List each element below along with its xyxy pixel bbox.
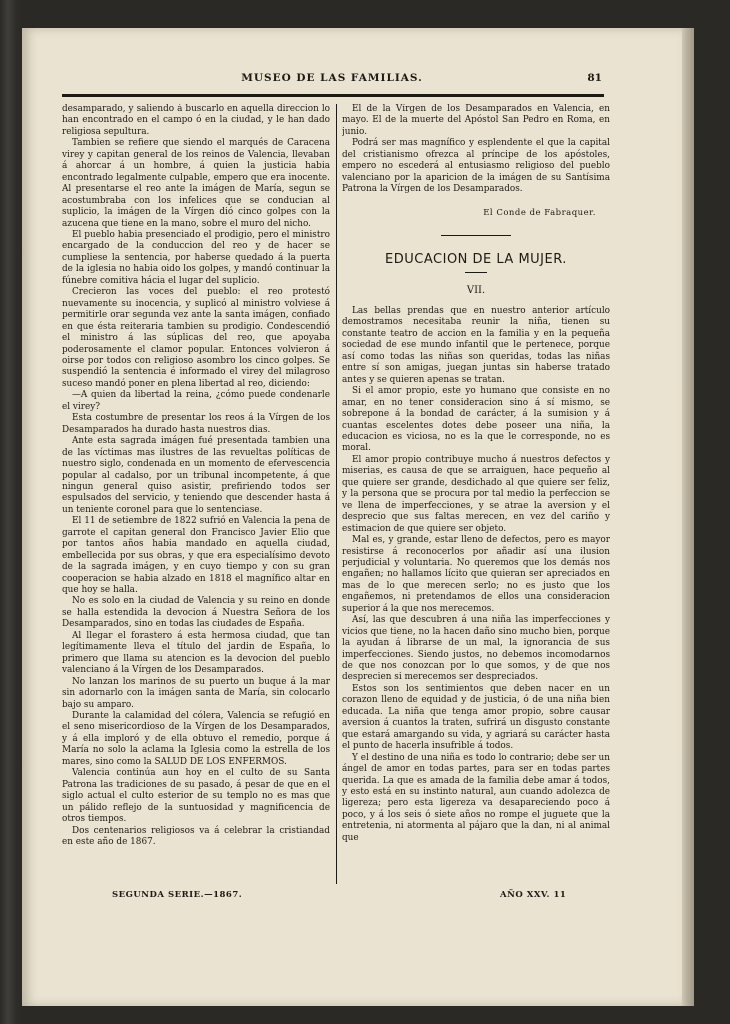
paragraph: Ante esta sagrada imágen fué presentada tambien una de las víctimas mas ilustres de las revueltas políticas de nuestro siglo, condenada en un momento de efervescencia popular al cadalso, por un tribunal incompetente, á que ningun general quiso asistir, prefiriendo todos ser espulsados del servicio, y teniendo que descender hasta á un teniente coronel para que lo sentenciase. xyxy=(62,436,330,515)
section-rule xyxy=(441,235,511,236)
paragraph: Valencia continúa aun hoy en el culto de su Santa Patrona las tradiciones de su pasado, á pesar de que en el siglo actual el culto esterior de su templo no es mas que un pálido reflejo de la suntuosidad y magnificencia de otros tiempos. xyxy=(62,768,330,825)
paragraph: Crecieron las voces del pueblo: el reo protestó nuevamente su inocencia, y suplicó al ministro volviese á permitirle orar segunda vez ante la santa imágen, confiado en que ésta reiteraria tambien su prodigio. Condescendió el ministro á las súplicas del reo, que apoyaba poderosamente el clamor popular. Entonces volvieron á oirse por todos con religioso asombro los cinco golpes. Se suspendió la sentencia é informado el virey del milagroso suceso mandó poner en plena libertad al reo, diciendo: xyxy=(62,287,330,389)
footer-year: AÑO XXV. 11 xyxy=(500,890,567,900)
paragraph: El 11 de setiembre de 1822 sufrió en Valencia la pena de garrote el capitan general don Francisco Javier Elio que por tantos años habia mandado en aquella ciudad, embellecida por sus obras, y que era especialísimo devoto de la sagrada imágen, y en cuyo tiempo y con su gran cooperacion se habia alzado en 1818 el magnífico altar en que hoy se halla. xyxy=(62,516,330,596)
paragraph: Y el destino de una niña es todo lo contrario; debe ser un ángel de amor en todas partes, para ser en todas partes querida. La que es amada de la familia debe amar á todos, y esto está en su instinto natural, aun cuando adolezca de ligereza; pero esta ligereza va desapareciendo poco á poco, y á los seis ó siete años no rompe el juguete que la entretenia, ni atormenta al pájaro que la dan, ni al animal que xyxy=(342,752,610,843)
paragraph: Así, las que descubren á una niña las imperfecciones y vicios que tiene, no la hacen daño sino mucho bien, porque la ayudan á librarse de un mal, la ignorancia de sus imperfecciones. Siendo justos, no debemos incomodarnos de que nos conozcan por lo que somos, y de que nos desprecien si merecemos ser despreciados. xyxy=(342,615,610,683)
paragraph: No es solo en la ciudad de Valencia y su reino en donde se halla estendida la devocion á Nuestra Señora de los Desamparados, sino en todas las ciudades de España. xyxy=(62,596,330,630)
footer-series: SEGUNDA SERIE.—1867. xyxy=(112,890,243,900)
paragraph: Esta costumbre de presentar los reos á la Vírgen de los Desamparados ha durado hasta nuestros dias. xyxy=(62,413,330,435)
article-title: EDUCACION DE LA MUJER. xyxy=(385,252,567,268)
paragraph: El de la Vírgen de los Desamparados en Valencia, en mayo. El de la muerte del Apóstol San Pedro en Roma, en junio. xyxy=(342,104,610,137)
header-rule xyxy=(62,94,604,97)
page-number: 81 xyxy=(587,72,602,84)
paragraph: desamparado, y saliendo á buscarlo en aquella direccion lo han encontrado en el campo ó en la ciudad, y le han dado religiosa sepultura. xyxy=(62,104,330,137)
author-signature: El Conde de Fabraquer. xyxy=(483,207,596,218)
paragraph: Las bellas prendas que en nuestro anterior artículo demostramos necesitaba reunir la niña, tienen su constante teatro de accion en la familia y en la pequeña sociedad de ese mundo infantil que le pertenece, porque así como todas las niñas son queridas, todas las niñas entre sí son amigas, juegan juntas sin haberse tratado antes y se quieren apenas se tratan. xyxy=(342,305,610,385)
paragraph: Dos centenarios religiosos va á celebrar la cristiandad en este año de 1867. xyxy=(62,825,330,847)
right-column xyxy=(342,104,610,882)
paragraph: —A quien da libertad la reina, ¿cómo puede condenarle el virey? xyxy=(62,390,330,412)
paragraph: Estos son los sentimientos que deben nacer en un corazon lleno de equidad y de justicia, ó de una niña bien educada. La niña que tenga amor propio, sobre causar aversion á cuantos la traten, sufrirá un disgusto constante que estará amargando su vida, y agriará su carácter hasta el punto de hacerla insufrible á todos. xyxy=(342,683,610,752)
column-divider xyxy=(336,104,337,884)
paragraph: El amor propio contribuye mucho á nuestros defectos y miserias, es causa de que se arraiguen, hace pequeño al que quiere ser grande, desdichado al que quiere ser feliz, y la persona que se procura por tal medio la perfeccion se ve llena de imperfecciones, y se atrae la aversion y el desprecio que sus faltas merecen, en vez del cariño y estimacion de que quiere ser objeto. xyxy=(342,454,610,534)
journal-title: MUSEO DE LAS FAMILIAS. xyxy=(241,72,423,84)
paragraph: Si el amor propio, este yo humano que consiste en no amar, en no tener consideracion sino á sí mismo, se sobrepone á la bondad de carácter, á la sumision y á cuantas escelentes dotes debe poseer una niña, la educacion es viciosa, no es la que le corresponde, no es moral. xyxy=(342,386,610,454)
paragraph: Durante la calamidad del cólera, Valencia se refugió en el seno misericordioso de la Vírgen de los Desamparados, y á ella imploró y de ella obtuvo el remedio, porque á María no solo la aclama la Iglesia como la estrella de los mares, sino como la SALUD DE LOS ENFERMOS. xyxy=(62,711,330,767)
paragraph: El pueblo habia presenciado el prodigio, pero el ministro encargado de la conduccion del reo y de hacer se cumpliese la sentencia, por haberse quedado á la puerta de la iglesia no habia oido los golpes, y mandó continuar la fúnebre comitiva hácia el lugar del suplicio. xyxy=(62,229,330,286)
title-rule xyxy=(465,272,487,273)
paragraph: Podrá ser mas magnífico y esplendente el que la capital del cristianismo ofrezca al príncipe de los apóstoles, empero no escederá al entusiasmo religioso del pueblo valenciano por la aparicion de la imágen de su Santísima Patrona la Vírgen de los Desamparados. xyxy=(342,138,610,195)
paragraph: No lanzan los marinos de su puerto un buque á la mar sin adornarlo con la imágen santa de María, sin colocarlo bajo su amparo. xyxy=(62,676,330,710)
chapter-number: VII. xyxy=(466,284,486,296)
left-column xyxy=(62,104,330,882)
page-edge xyxy=(682,28,694,1006)
paragraph: Al llegar el forastero á esta hermosa ciudad, que tan legítimamente lleva el título del jardin de España, lo primero que llama su atencion es la devocion del pueblo valenciano á la Vírgen de los Desamparados. xyxy=(62,630,330,676)
running-header xyxy=(62,72,602,92)
paragraph: Tambien se refiere que siendo el marqués de Caracena virey y capitan general de los reinos de Valencia, llevaban á ahorcar á un hombre, á quien la justicia habia encontrado legalmente culpable, empero que era inocente. Al presentarse el reo ante la imágen de María, segun se acostumbraba con los infelices que se conducian al suplicio, la imágen de la Vírgen dió cinco golpes con la azucena que tiene en la mano, sobre el muro del nicho. xyxy=(62,138,330,229)
paragraph: Mal es, y grande, estar lleno de defectos, pero es mayor resistirse á reconocerlos por añadir así una ilusion perjudicial y voluntaria. No queremos que los demás nos engañen; no hallamos lícito que quieran ser apreciados en mas de lo que merecen serlo; no es justo que los engañemos, ni pretendamos de ellos una consideracion superior á la que nos merecemos. xyxy=(342,535,610,614)
